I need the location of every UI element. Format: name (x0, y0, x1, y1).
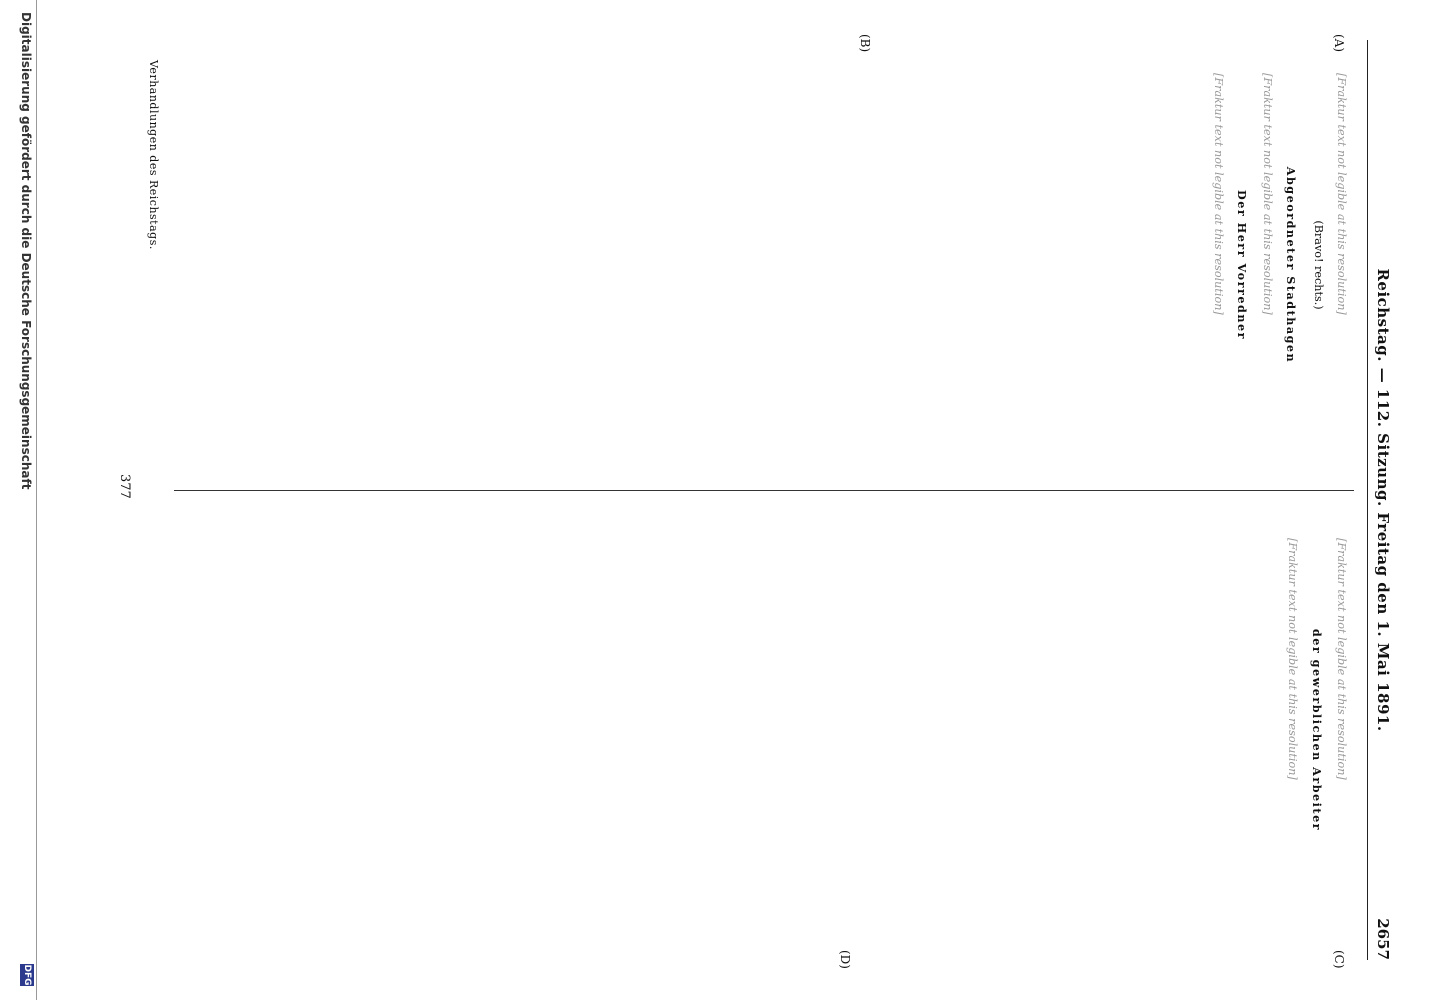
paragraph: [Fraktur text not legible at this resolution] (1335, 538, 1348, 780)
signature-mark: 377 (117, 474, 132, 499)
speaker-name-2: Der Herr Vorredner (1235, 190, 1250, 340)
digitization-credit-bar (16, 0, 37, 1000)
dfg-logo-icon: DFG (22, 964, 32, 986)
page-number: 2657 (1374, 918, 1392, 960)
paragraph: [Fraktur text not legible at this resolution] (1335, 73, 1348, 315)
column-divider (174, 490, 1354, 491)
emphasis-text: der gewerblichen Arbeiter (1309, 628, 1324, 832)
footer-source: Verhandlungen des Reichstags. (147, 60, 160, 250)
paragraph: [Fraktur text not legible at this resolution] (1260, 73, 1274, 315)
margin-letter-b: (B) (858, 34, 872, 53)
running-header (1367, 40, 1394, 960)
header-title: Reichstag. — 112. Sitzung. Freitag den 1. Mai 1891. (1374, 268, 1392, 732)
margin-letter-c: (C) (1332, 950, 1346, 969)
interjection: (Bravo! rechts.) (1311, 220, 1325, 310)
speaker-heading-2 (1233, 55, 1250, 475)
digitization-credit: Digitalisierung gefördert durch die Deutsche Forschungsgemeinschaft (19, 12, 33, 490)
margin-letter-a: (A) (1332, 34, 1346, 53)
left-column (1206, 55, 1350, 475)
margin-letter-d: (D) (838, 950, 852, 969)
right-column (1280, 520, 1350, 940)
emphasis-phrase (1307, 520, 1324, 940)
paragraph: [Fraktur text not legible at this resolution] (1211, 73, 1225, 315)
paragraph: [Fraktur text not legible at this resolution] (1286, 538, 1300, 780)
speaker-heading (1282, 55, 1299, 475)
speaker-name: Abgeordneter Stadthagen (1284, 166, 1299, 364)
